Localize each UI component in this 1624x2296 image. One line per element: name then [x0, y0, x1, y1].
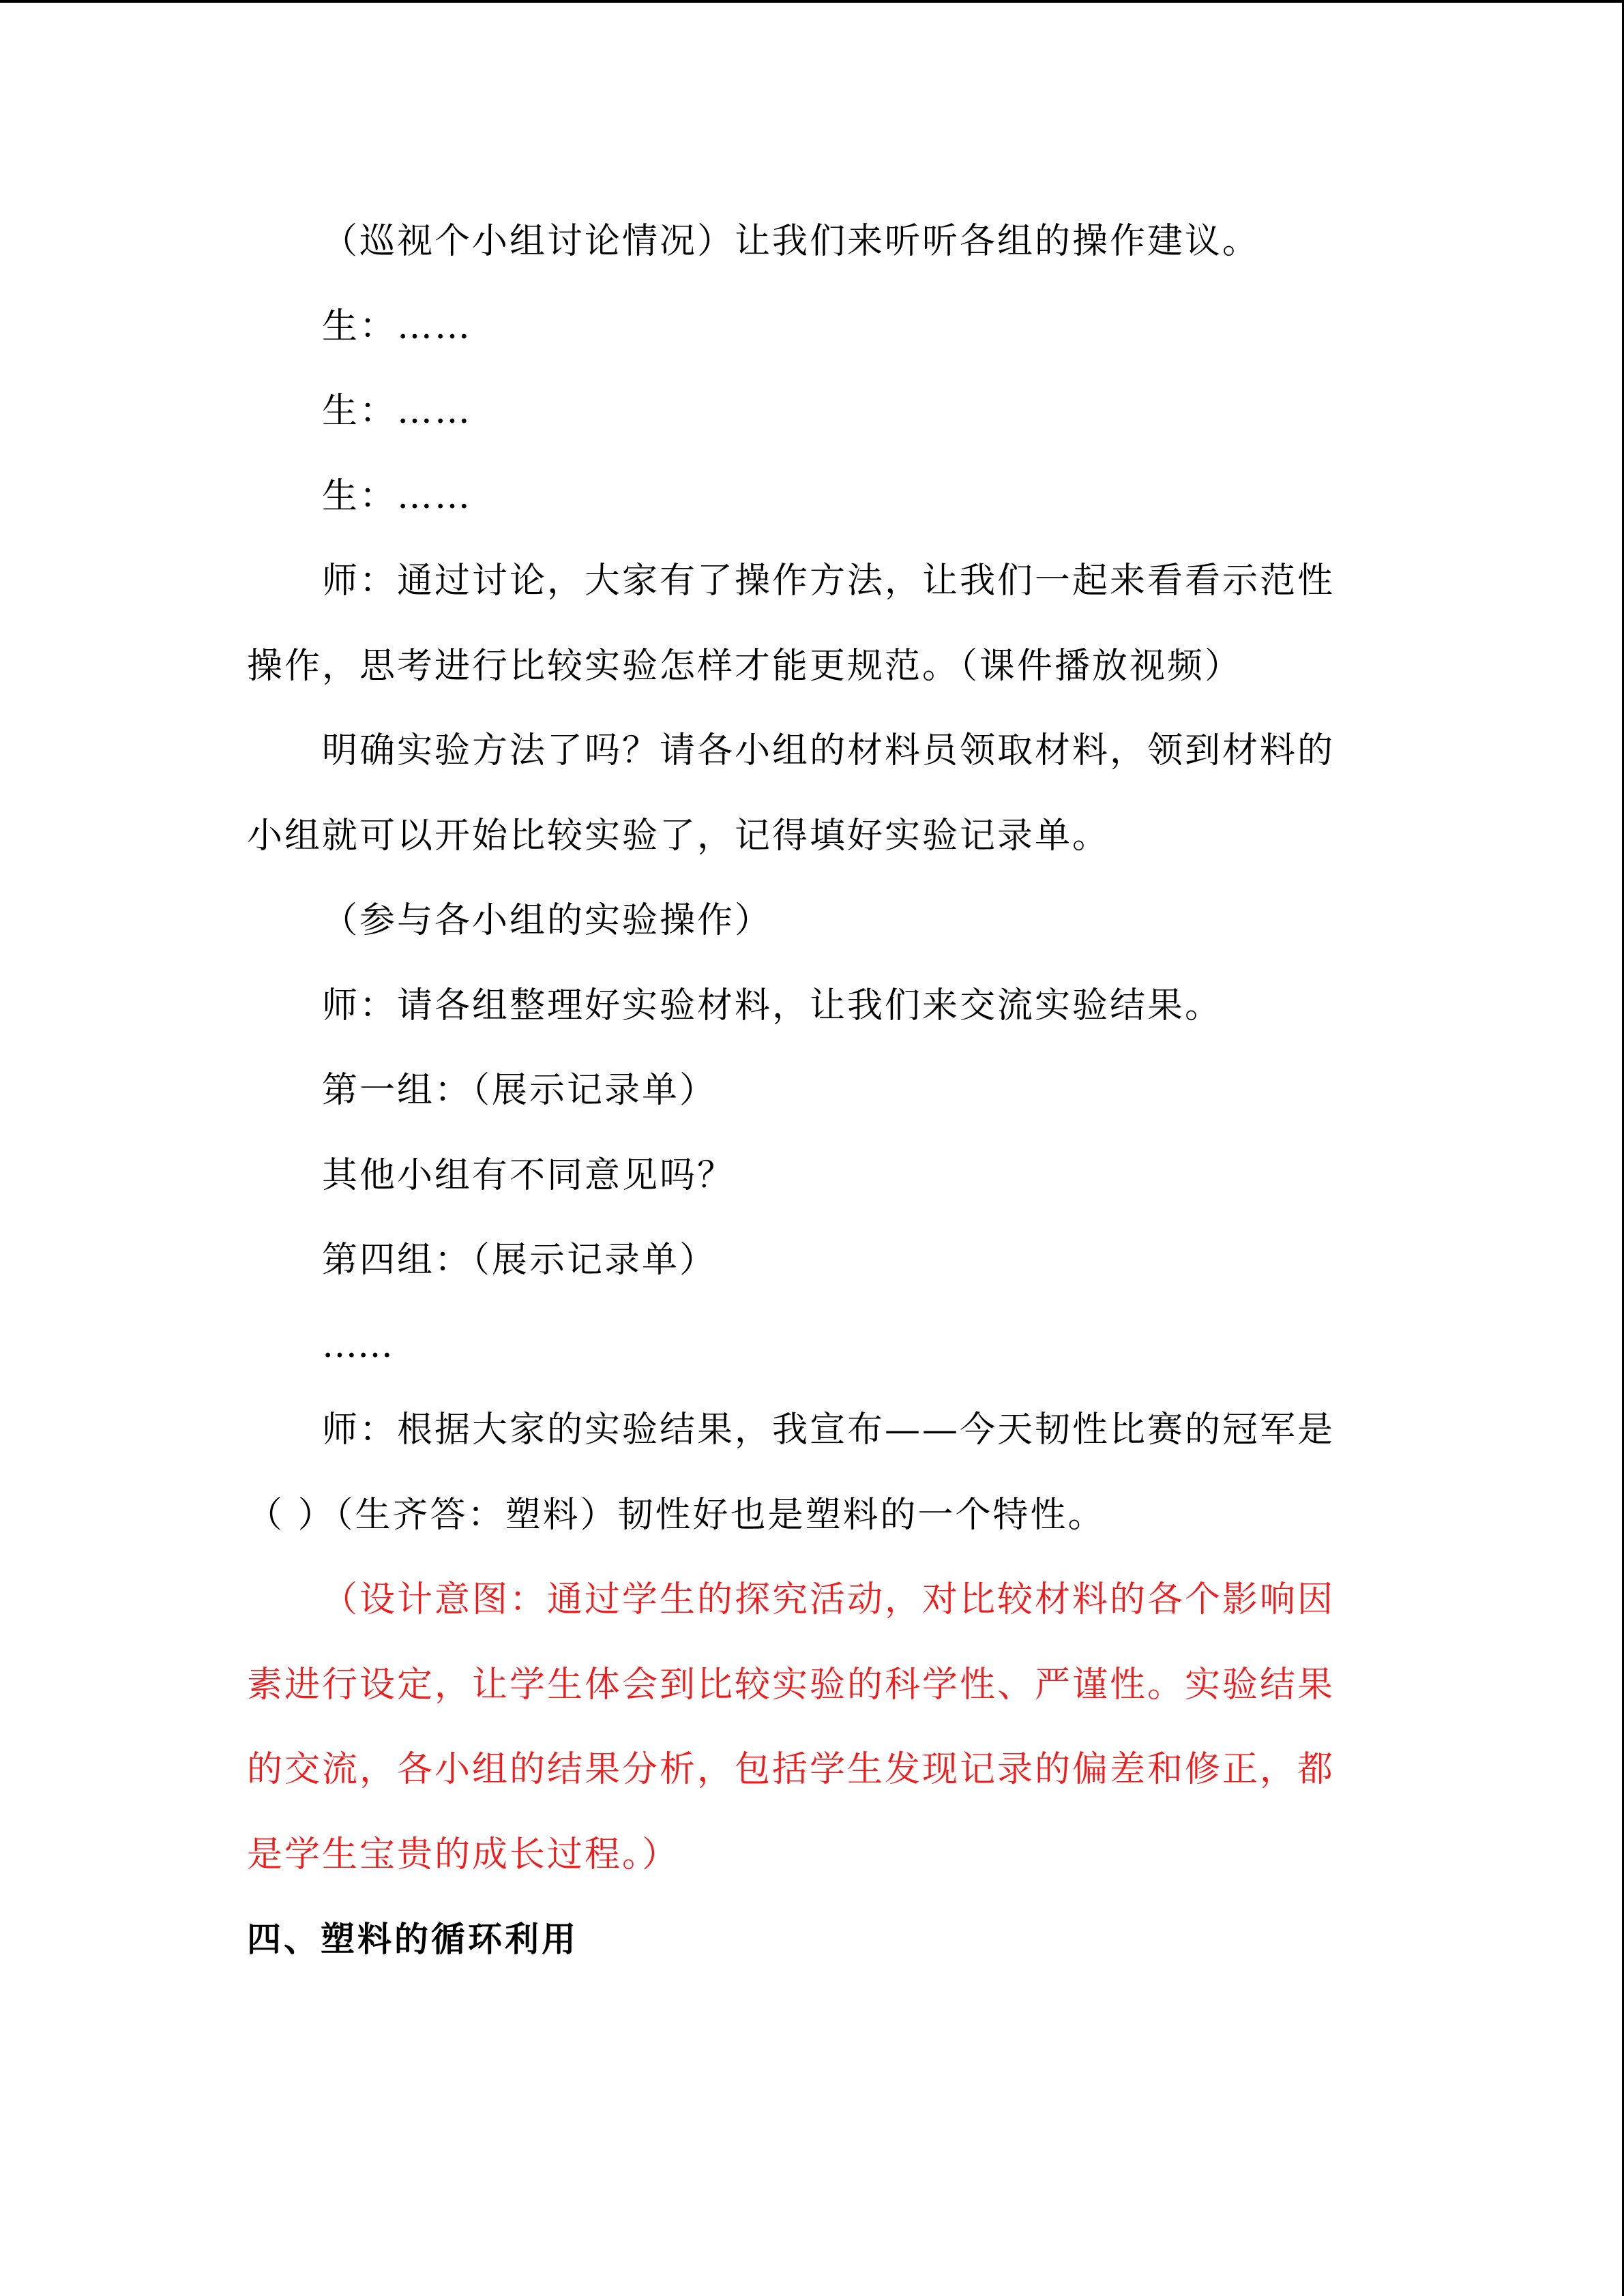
paragraph-line: 师：根据大家的实验结果，我宣布——今天韧性比赛的冠军是 [322, 1410, 1335, 1450]
paragraph-line: 第四组：（展示记录单） [322, 1240, 718, 1281]
document-page [247, 199, 1359, 1982]
section-heading: 四、塑料的循环利用 [247, 1920, 578, 1959]
paragraph-line: 明确实验方法了吗？请各小组的材料员领取材料，领到材料的 [322, 730, 1335, 771]
paragraph-line: （参与各小组的实验操作） [322, 900, 773, 941]
paragraph-line: 小组就可以开始比较实验了，记得填好实验记录单。 [247, 815, 1110, 856]
design-note-line: 是学生宝贵的成长过程。） [247, 1834, 680, 1875]
paragraph-line: …… [322, 1324, 393, 1366]
paragraph-line: 其他小组有不同意见吗？ [322, 1154, 735, 1196]
design-note-line: 素进行设定，让学生体会到比较实验的科学性、严谨性。实验结果 [247, 1664, 1335, 1705]
paragraph-line: （巡视个小组讨论情况）让我们来听听各组的操作建议。 [322, 221, 1260, 262]
page-top-border [0, 0, 1624, 3]
design-note-line: 的交流，各小组的结果分析，包括学生发现记录的偏差和修正，都 [247, 1749, 1335, 1790]
paragraph-line: 生：…… [322, 391, 473, 432]
paragraph-line: 生：…… [322, 305, 473, 347]
paragraph-line: 第一组：（展示记录单） [322, 1070, 718, 1111]
design-note-line: （设计意图：通过学生的探究活动，对比较材料的各个影响因 [322, 1579, 1335, 1620]
paragraph-line: 师：请各组整理好实验材料，让我们来交流实验结果。 [322, 985, 1223, 1026]
paragraph-line: 生：…… [322, 475, 473, 517]
paragraph-line: 操作，思考进行比较实验怎样才能更规范。（课件播放视频） [247, 645, 1243, 687]
paragraph-line: 师：通过讨论，大家有了操作方法，让我们一起来看看示范性 [322, 561, 1335, 601]
paragraph-line: （ ）（生齐答：塑料）韧性好也是塑料的一个特性。 [247, 1494, 1106, 1536]
